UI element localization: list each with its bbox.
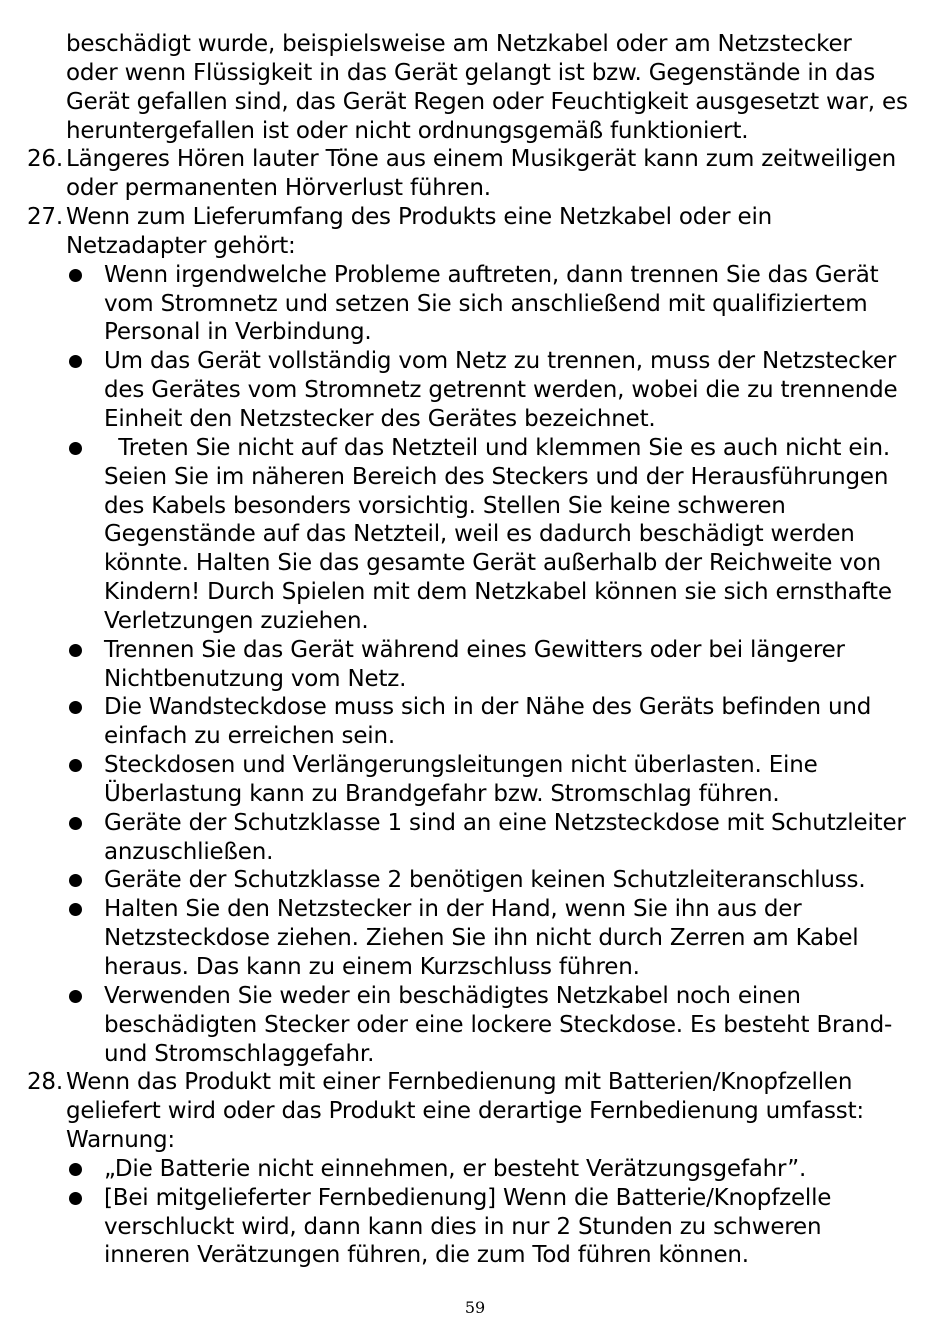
text-line: beschädigt wurde, beispielsweise am Netzkabel oder am Netzstecker	[66, 31, 852, 57]
text-line	[0, 290, 950, 319]
bullet-item	[0, 751, 950, 809]
item-text: Längeres Hören lauter Töne aus einem Musikgerät kann zum zeitweiligen	[66, 146, 896, 173]
bullet-item	[0, 866, 950, 895]
list-item-27	[0, 203, 950, 1068]
bullet-icon	[69, 1192, 82, 1205]
bullet-icon	[69, 701, 82, 714]
bullet-text: „Die Batterie nicht einnehmen, er besteht Verätzungsgefahr”.	[104, 1155, 807, 1182]
bullet-text: anzuschließen.	[104, 838, 274, 865]
bullet-icon	[69, 817, 82, 830]
bullet-text: heraus. Das kann zu einem Kurzschluss führen.	[104, 954, 640, 980]
text-line	[0, 203, 950, 232]
text-line	[0, 1068, 950, 1097]
text-line: geliefert wird oder das Produkt eine derartige Fernbedienung umfasst:	[66, 1098, 864, 1125]
list-item-28	[0, 1068, 950, 1270]
text-line	[0, 318, 950, 347]
document-page	[0, 30, 950, 1270]
bullet-text: Gegenstände auf das Netzteil, weil es dadurch beschädigt werden	[104, 521, 855, 548]
text-line	[0, 665, 950, 694]
text-line	[0, 1241, 950, 1270]
text-line: oder wenn Flüssigkeit in das Gerät gelangt ist bzw. Gegenstände in das	[66, 59, 876, 86]
text-line	[0, 838, 950, 867]
bullet-text: Trennen Sie das Gerät während eines Gewitters oder bei längerer	[104, 636, 845, 663]
bullet-text: einfach zu erreichen sein.	[104, 723, 395, 750]
text-line	[0, 578, 950, 607]
bullet-text: des Kabels besonders vorsichtig. Stellen Sie keine schweren	[104, 492, 786, 519]
text-line	[0, 145, 950, 174]
text-line	[0, 376, 950, 405]
text-line	[0, 347, 950, 376]
text-line	[0, 982, 950, 1011]
text-line: heruntergefallen ist oder nicht ordnungsgemäß funktioniert.	[66, 117, 749, 144]
bullet-text: Verletzungen zuziehen.	[104, 607, 369, 634]
bullet-text: Die Wandsteckdose muss sich in der Nähe des Geräts befinden und	[104, 694, 872, 721]
bullet-text: Treten Sie nicht auf das Netzteil und klemmen Sie es auch nicht ein.	[104, 434, 891, 461]
bullet-icon	[69, 874, 82, 887]
bullet-icon	[69, 644, 82, 657]
text-line	[0, 924, 950, 953]
bullet-text: vom Stromnetz und setzen Sie sich anschließend mit qualifiziertem	[104, 290, 868, 317]
text-line	[0, 751, 950, 780]
text-line	[0, 1184, 950, 1213]
bullet-icon	[69, 269, 82, 282]
page-number: 59	[464, 1298, 486, 1317]
bullet-item	[0, 809, 950, 867]
bullet-text: Netzsteckdose ziehen. Ziehen Sie ihn nicht durch Zerren am Kabel	[104, 925, 859, 952]
bullet-text: könnte. Halten Sie das gesamte Gerät außerhalb der Reichweite von	[104, 550, 882, 577]
bullet-item	[0, 1184, 950, 1271]
bullet-text: Überlastung kann zu Brandgefahr bzw. Stromschlag führen.	[104, 780, 780, 807]
text-line	[0, 261, 950, 290]
bullet-text: Verwenden Sie weder ein beschädigtes Netzkabel noch einen	[104, 982, 801, 1009]
bullet-text: des Gerätes vom Stromnetz getrennt werden, wobei die zu trennende	[104, 377, 898, 404]
text-line	[0, 434, 950, 463]
bullet-item	[0, 982, 950, 1069]
bullet-text: Geräte der Schutzklasse 2 benötigen keinen Schutzleiteranschluss.	[104, 867, 866, 894]
text-line	[0, 895, 950, 924]
bullet-text: Einheit den Netzstecker des Gerätes bezeichnet.	[104, 405, 656, 432]
item-text: Wenn das Produkt mit einer Fernbedienung mit Batterien/Knopfzellen	[66, 1069, 853, 1096]
text-line	[0, 1213, 950, 1242]
text-line	[0, 405, 950, 434]
text-line	[0, 549, 950, 578]
text-line	[0, 636, 950, 665]
bullet-icon	[69, 759, 82, 772]
bullet-icon	[69, 990, 82, 1003]
text-line	[0, 520, 950, 549]
text-line: oder permanenten Hörverlust führen.	[66, 175, 491, 202]
text-line	[0, 722, 950, 751]
bullet-text: und Stromschlaggefahr.	[104, 1040, 375, 1067]
bullet-text: Personal in Verbindung.	[104, 319, 372, 346]
item-text: Wenn zum Lieferumfang des Produkts eine Netzkabel oder ein	[66, 204, 773, 231]
bullet-text: verschluckt wird, dann kann dies in nur 2 Stunden zu schweren	[104, 1213, 822, 1240]
bullet-text: inneren Verätzungen führen, die zum Tod führen können.	[104, 1242, 749, 1269]
bullet-item	[0, 1155, 950, 1184]
bullet-list	[0, 1155, 950, 1270]
item-number: 26.	[27, 146, 63, 173]
bullet-item	[0, 895, 950, 982]
bullet-item	[0, 434, 950, 636]
item-number: 27.	[27, 204, 63, 231]
bullet-text: Nichtbenutzung vom Netz.	[104, 665, 407, 692]
bullet-icon	[69, 1163, 82, 1176]
text-line	[0, 463, 950, 492]
text-line	[0, 809, 950, 838]
text-line	[0, 780, 950, 809]
bullet-icon	[69, 355, 82, 368]
bullet-text: Geräte der Schutzklasse 1 sind an eine Netzsteckdose mit Schutzleiter	[104, 809, 906, 836]
text-line	[0, 1155, 950, 1184]
bullet-text: Wenn irgendwelche Probleme auftreten, dann trennen Sie das Gerät	[104, 261, 879, 288]
text-line	[0, 1011, 950, 1040]
bullet-item	[0, 261, 950, 348]
bullet-icon	[69, 903, 82, 916]
list-item-26	[0, 145, 950, 203]
bullet-text: Seien Sie im näheren Bereich des Steckers und der Herausführungen	[104, 463, 889, 490]
bullet-icon	[69, 442, 82, 455]
text-line: Warnung:	[66, 1127, 175, 1154]
bullet-list	[0, 261, 950, 1069]
text-line	[0, 953, 950, 982]
text-line: Gerät gefallen sind, das Gerät Regen oder Feuchtigkeit ausgesetzt war, es	[66, 88, 908, 115]
text-line	[0, 492, 950, 521]
bullet-item	[0, 347, 950, 434]
bullet-item	[0, 693, 950, 751]
bullet-text: Kindern! Durch Spielen mit dem Netzkabel können sie sich ernsthafte	[104, 579, 892, 606]
bullet-text: [Bei mitgelieferter Fernbedienung] Wenn die Batterie/Knopfzelle	[104, 1184, 832, 1211]
bullet-text: Steckdosen und Verlängerungsleitungen nicht überlasten. Eine	[104, 752, 818, 779]
item-number: 28.	[27, 1069, 63, 1096]
bullet-item	[0, 636, 950, 694]
text-line	[0, 866, 950, 895]
text-line	[0, 607, 950, 636]
text-line	[0, 693, 950, 722]
bullet-text: Um das Gerät vollständig vom Netz zu trennen, muss der Netzstecker	[104, 348, 897, 375]
intro-paragraph	[0, 30, 950, 145]
bullet-text: Halten Sie den Netzstecker in der Hand, wenn Sie ihn aus der	[104, 896, 802, 923]
text-line: Netzadapter gehört:	[66, 232, 296, 259]
text-line	[0, 1040, 950, 1069]
bullet-text: beschädigten Stecker oder eine lockere Steckdose. Es besteht Brand-	[104, 1011, 893, 1038]
